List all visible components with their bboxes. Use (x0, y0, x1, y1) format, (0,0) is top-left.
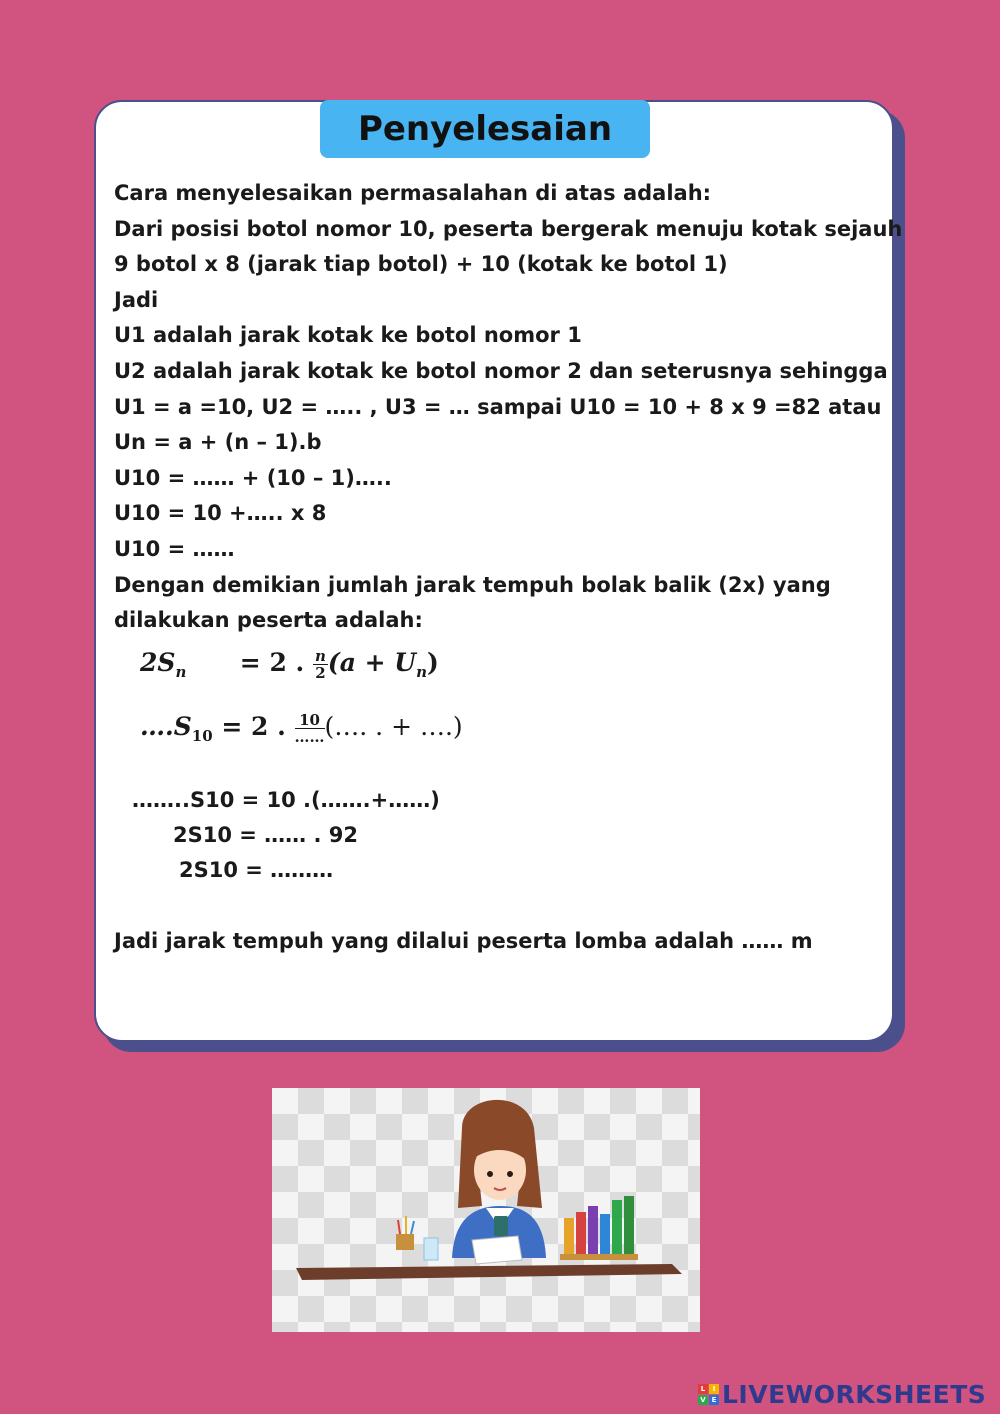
fraction-numerator: n (314, 647, 326, 665)
fraction-denominator: …… (294, 728, 325, 746)
text-line: U10 = 10 +….. x 8 (114, 501, 327, 526)
fraction-numerator: 10 (295, 712, 325, 729)
formula-lhs: ….S (140, 712, 192, 741)
text-line: Cara menyelesaikan permasalahan di atas adalah: (114, 181, 712, 205)
text-line: Un = a + (n – 1).b (114, 430, 322, 455)
calc-line: 2S10 = …… . 92 (173, 823, 359, 847)
text-line: Dari posisi botol nomor 10, peserta bergerak menuju kotak sejauh (114, 216, 903, 241)
fraction-denominator: 2 (315, 664, 326, 682)
title-banner (320, 100, 650, 158)
sum-formula (140, 648, 439, 681)
text-line: Dengan demikian jumlah jarak tempuh bolak balik (2x) yang (114, 572, 831, 597)
student-illustration (272, 1088, 700, 1332)
text-line: 9 botol x 8 (jarak tiap botol) + 10 (kotak ke botol 1) (114, 252, 728, 277)
formula-rest: (a + U (327, 648, 417, 677)
formula-eq: = 2 . (221, 712, 286, 741)
solution-text (114, 176, 903, 639)
formula-close: ) (426, 648, 439, 677)
conclusion-text: Jadi jarak tempuh yang dilalui peserta lomba adalah …… m (114, 929, 813, 953)
formula-rest: (…. . + ….) (324, 712, 463, 741)
text-line: dilakukan peserta adalah: (114, 608, 423, 633)
sum-formula-fill (140, 712, 463, 745)
girl-studying-icon (272, 1088, 700, 1332)
text-line: U10 = …… + (10 – 1)….. (114, 465, 392, 490)
calc-line: ……..S10 = 10 .(…….+……) (132, 788, 440, 812)
formula-lhs-sub: 10 (191, 727, 213, 745)
formula-lhs-sub: n (175, 663, 187, 681)
logo-letter: L (698, 1384, 708, 1394)
logo-letter: E (709, 1395, 719, 1405)
formula-fraction (295, 712, 325, 745)
footer-brand: LIVEWORKSHEETS (722, 1379, 987, 1409)
text-line: U10 = …… (114, 536, 235, 561)
formula-fraction (313, 648, 328, 681)
liveworksheets-logo (698, 1378, 994, 1410)
logo-letter: I (709, 1384, 719, 1394)
formula-lhs: 2S (140, 648, 176, 677)
logo-mark-icon (698, 1384, 719, 1405)
text-line: U1 = a =10, U2 = ….. , U3 = … sampai U10 = 10 + 8 x 9 =82 atau (114, 394, 882, 419)
text-line: Jadi (114, 287, 159, 312)
text-line: U2 adalah jarak kotak ke botol nomor 2 dan seterusnya sehingga (114, 358, 888, 383)
text-line: U1 adalah jarak kotak ke botol nomor 1 (114, 323, 582, 348)
logo-letter: V (698, 1395, 708, 1405)
formula-eq: = 2 . (239, 648, 305, 677)
calc-line: 2S10 = ……… (179, 858, 334, 882)
formula-rest-sub: n (416, 663, 427, 681)
page-title: Penyelesaian (357, 109, 613, 149)
